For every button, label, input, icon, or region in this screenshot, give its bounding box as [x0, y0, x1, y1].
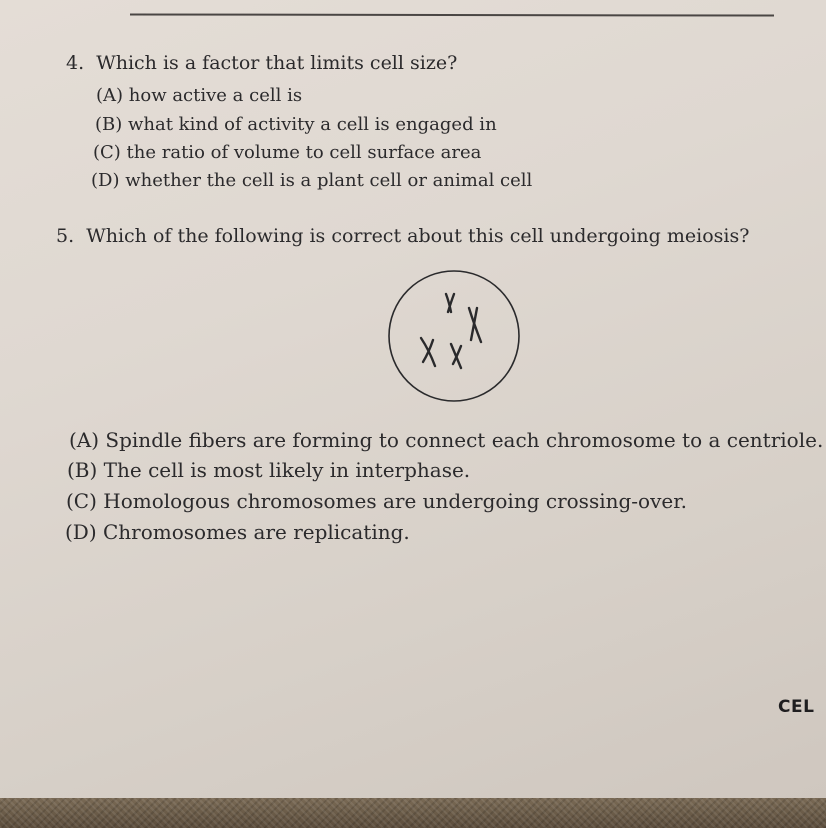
question-5-text: Which of the following is correct about this cell undergoing meiosis? — [86, 225, 750, 247]
chromosome-4 — [451, 344, 461, 368]
background-carpet — [0, 798, 826, 828]
question-4-option-d: (D) whether the cell is a plant cell or animal cell — [91, 170, 533, 191]
question-5-option-b: (B) The cell is most likely in interphase. — [67, 458, 471, 482]
question-4-option-b: (B) what kind of activity a cell is engaged in — [95, 114, 497, 135]
cell-diagram — [385, 266, 525, 406]
question-4-text: Which is a factor that limits cell size? — [96, 52, 458, 74]
chromosomes — [421, 294, 481, 368]
question-4-option-c: (C) the ratio of volume to cell surface area — [93, 142, 482, 163]
question-5-number: 5. — [56, 225, 75, 247]
chromosome-1 — [446, 294, 454, 312]
question-5 — [56, 225, 749, 247]
question-5-option-a: (A) Spindle fibers are forming to connect each chromosome to a centriole. — [69, 428, 824, 452]
chapter-label: CEL — [778, 697, 815, 717]
question-5-option-c: (C) Homologous chromosomes are undergoing crossing-over. — [66, 489, 687, 513]
cell-membrane — [389, 271, 519, 401]
question-4-number: 4. — [66, 52, 85, 74]
chromosome-3 — [421, 338, 435, 366]
chromosome-2 — [469, 308, 481, 342]
question-5-option-d: (D) Chromosomes are replicating. — [65, 520, 410, 544]
question-4 — [66, 52, 457, 74]
question-4-option-a: (A) how active a cell is — [96, 85, 303, 106]
header-rule — [130, 13, 774, 16]
